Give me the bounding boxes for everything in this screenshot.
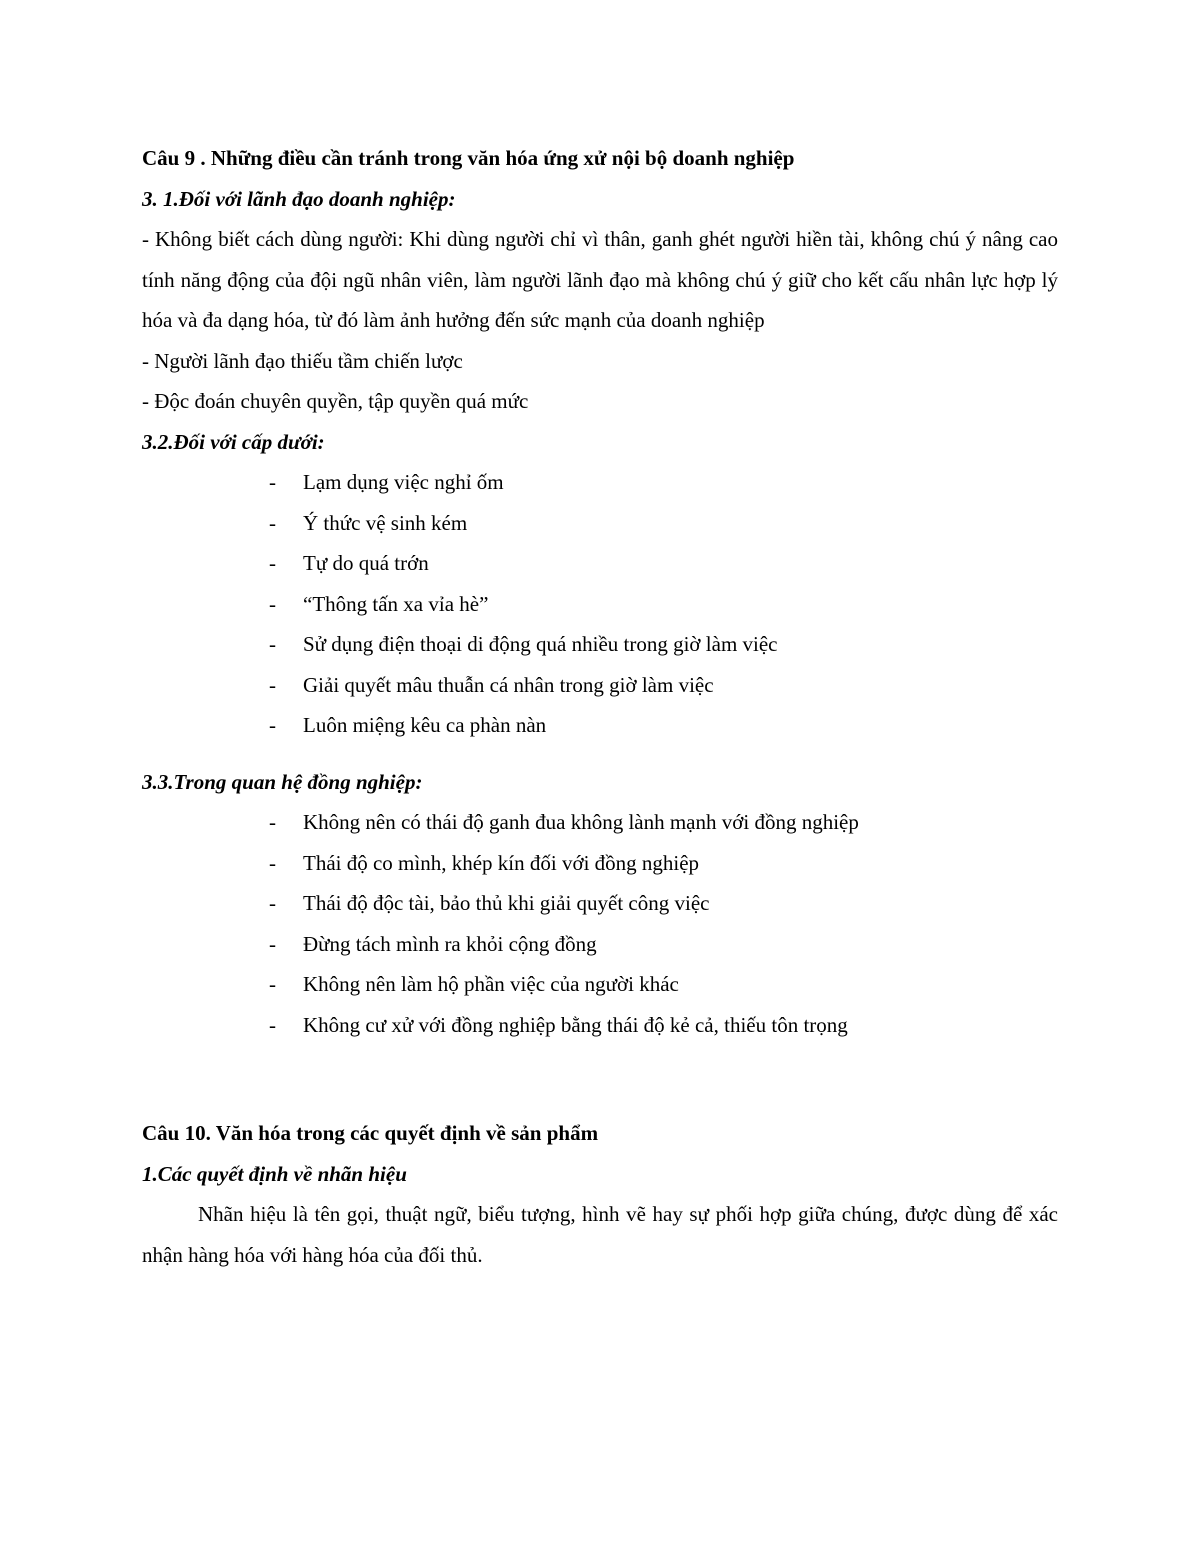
dash-bullet: - [269, 591, 276, 616]
list-item-text: Ý thức vệ sinh kém [303, 510, 468, 535]
section-1-heading: 1.Các quyết định về nhãn hiệu [142, 1161, 407, 1186]
question-9-title: Câu 9 . Những điều cần tránh trong văn hóa ứng xử nội bộ doanh nghiệp [142, 146, 795, 170]
section-1-paragraph: Nhãn hiệu là tên gọi, thuật ngữ, biểu tượng, hình vẽ hay sự phối hợp giữa chúng, được dùng để xác nhận hàng hóa với hàng hóa của đối thủ. [142, 1202, 1058, 1267]
list-item [142, 503, 1058, 544]
dash-bullet: - [269, 713, 276, 737]
list-item-text: Không nên có thái độ ganh đua không lành mạnh với đồng nghiệp [303, 810, 859, 834]
section-3-1-line-2: - Người lãnh đạo thiếu tầm chiến lược [142, 348, 463, 373]
list-item [142, 584, 1058, 625]
list-item-text: Không nên làm hộ phần việc của người khác [303, 972, 679, 996]
list-item-text: “Thông tấn xa vỉa hè” [303, 591, 489, 616]
list-item-text: Thái độ độc tài, bảo thủ khi giải quyết công việc [303, 891, 710, 915]
list-item [142, 543, 1058, 584]
dash-bullet: - [269, 891, 276, 915]
list-item [142, 964, 1058, 1005]
list-item-text: Đừng tách mình ra khỏi cộng đồng [303, 931, 597, 956]
list-item [142, 665, 1058, 706]
dash-bullet: - [269, 510, 276, 535]
dash-bullet: - [269, 551, 276, 575]
list-item [142, 802, 1058, 843]
list-item-text: Sử dụng điện thoại di động quá nhiều trong giờ làm việc [303, 632, 778, 656]
list-item-text: Lạm dụng việc nghỉ ốm [303, 470, 504, 494]
dash-bullet: - [269, 632, 276, 656]
section-3-3-list [142, 802, 1058, 1045]
list-item [142, 843, 1058, 884]
dash-bullet: - [269, 810, 276, 834]
dash-bullet: - [269, 850, 276, 875]
list-item [142, 705, 1058, 746]
list-item-text: Giải quyết mâu thuẫn cá nhân trong giờ làm việc [303, 672, 714, 697]
spacer [142, 746, 1058, 762]
list-item [142, 883, 1058, 924]
list-item [142, 624, 1058, 665]
list-item [142, 462, 1058, 503]
list-item-text: Không cư xử với đồng nghiệp bằng thái độ kẻ cả, thiếu tôn trọng [303, 1012, 848, 1037]
list-item [142, 1005, 1058, 1046]
section-3-1-paragraph: - Không biết cách dùng người: Khi dùng người chỉ vì thân, ganh ghét người hiền tài, không chú ý nâng cao tính năng động của đội ngũ nhân viên, làm người lãnh đạo mà không chú ý giữ cho kết cấu nhân lực hợp lý hóa và đa dạng hóa, từ đó làm ảnh hưởng đến sức mạnh của doanh nghiệp [142, 227, 1058, 332]
list-item [142, 924, 1058, 965]
dash-bullet: - [269, 972, 276, 996]
section-3-1-line-3: - Độc đoán chuyên quyền, tập quyền quá mức [142, 389, 529, 413]
list-item-text: Thái độ co mình, khép kín đối với đồng nghiệp [303, 850, 700, 875]
section-3-2-list [142, 462, 1058, 746]
section-3-2-heading: 3.2.Đối với cấp dưới: [142, 429, 325, 454]
section-3-1-heading: 3. 1.Đối với lãnh đạo doanh nghiệp: [142, 186, 456, 211]
list-item-text: Tự do quá trớn [303, 551, 429, 575]
dash-bullet: - [269, 672, 276, 697]
spacer [142, 1045, 1058, 1113]
dash-bullet: - [269, 470, 276, 494]
dash-bullet: - [269, 931, 276, 956]
section-3-3-heading: 3.3.Trong quan hệ đồng nghiệp: [142, 769, 423, 794]
list-item-text: Luôn miệng kêu ca phàn nàn [303, 713, 547, 737]
question-10-title: Câu 10. Văn hóa trong các quyết định về sản phẩm [142, 1121, 599, 1145]
document-body [142, 138, 1058, 1275]
dash-bullet: - [269, 1012, 276, 1037]
